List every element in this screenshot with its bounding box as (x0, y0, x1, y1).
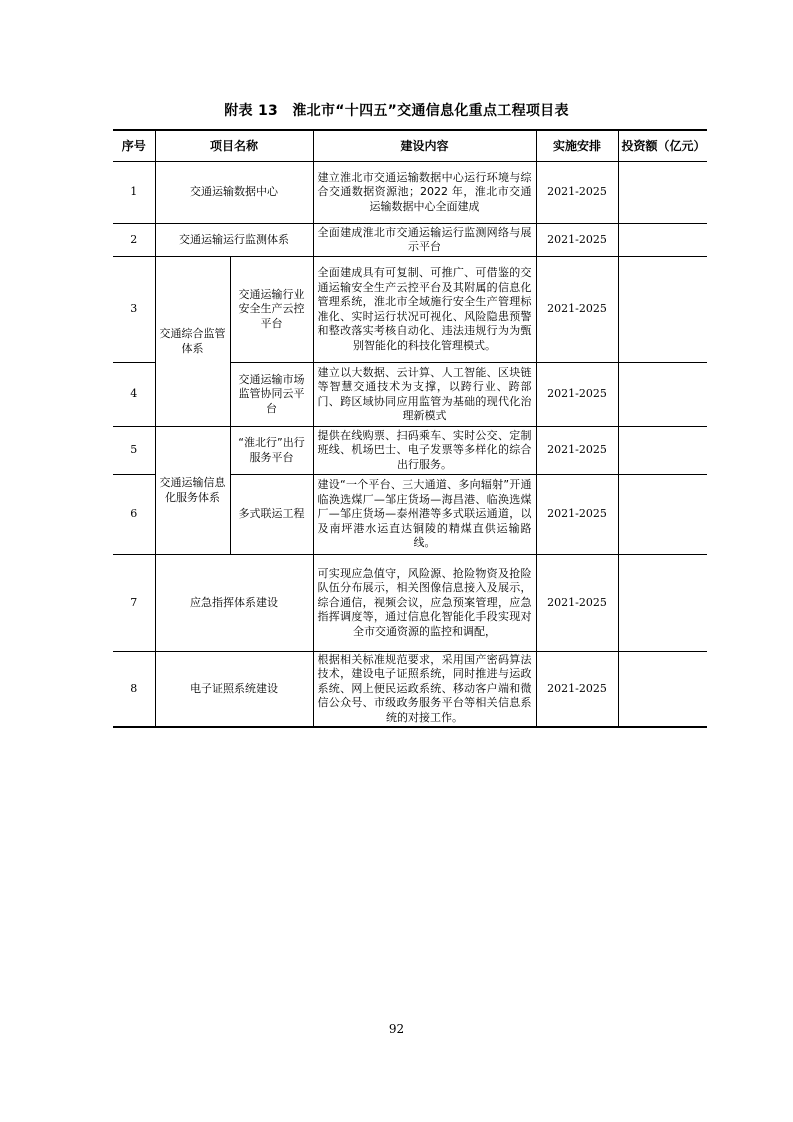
header-content: 建设内容 (313, 130, 536, 162)
project-table (113, 129, 707, 728)
row-content: 提供在线购票、扫码乘车、实时公交、定制班线、机场巴士、电子发票等多样化的综合出行服务。 (313, 427, 536, 475)
row-investment (618, 652, 707, 727)
page-number: 92 (388, 1022, 405, 1036)
row-seq: 3 (113, 257, 155, 363)
table-row (113, 257, 707, 363)
row-investment (618, 162, 707, 224)
row-name: 交通运输数据中心 (155, 162, 313, 224)
row-name: 交通运输行业安全生产云控平台 (230, 257, 313, 363)
row-name: 交通运输市场监管协同云平台 (230, 363, 313, 427)
row-seq: 6 (113, 475, 155, 555)
row-seq: 8 (113, 652, 155, 727)
row-schedule: 2021-2025 (536, 427, 618, 475)
row-group: 交通综合监管体系 (155, 257, 230, 427)
row-schedule: 2021-2025 (536, 555, 618, 652)
row-name: 电子证照系统建设 (155, 652, 313, 727)
table-row (113, 162, 707, 224)
row-investment (618, 363, 707, 427)
row-schedule: 2021-2025 (536, 475, 618, 555)
table-row (113, 652, 707, 727)
row-name: “淮北行”出行服务平台 (230, 427, 313, 475)
row-content: 建立淮北市交通运输数据中心运行环境与综合交通数据资源池；2022 年，淮北市交通运输数据中心全面建成 (313, 162, 536, 224)
row-seq: 5 (113, 427, 155, 475)
header-row (113, 130, 707, 162)
row-schedule: 2021-2025 (536, 257, 618, 363)
row-content: 建设“一个平台、三大通道、多向辐射”开通临涣选煤厂—邹庄货场—海昌港、临涣选煤厂—邹庄货场—泰州港等多式联运通道，以及南坪港水运直达铜陵的精煤直供运输路线。 (313, 475, 536, 555)
row-seq: 7 (113, 555, 155, 652)
row-name: 应急指挥体系建设 (155, 555, 313, 652)
table-row (113, 427, 707, 475)
row-seq: 1 (113, 162, 155, 224)
table-row (113, 555, 707, 652)
row-content: 全面建成具有可复制、可推广、可借鉴的交通运输安全生产云控平台及其附属的信息化管理系统，淮北市全域施行安全生产管理标准化、实时运行状况可视化、风险隐患预警和整改落实考核自动化、违法违规行为为甄别智能化的科技化管理模式。 (313, 257, 536, 363)
row-investment (618, 257, 707, 363)
row-investment (618, 427, 707, 475)
header-investment: 投资额（亿元） (618, 130, 707, 162)
row-schedule: 2021-2025 (536, 224, 618, 257)
header-name: 项目名称 (155, 130, 313, 162)
row-schedule: 2021-2025 (536, 363, 618, 427)
row-investment (618, 475, 707, 555)
row-content: 根据相关标准规范要求，采用国产密码算法技术，建设电子证照系统，同时推进与运政系统、网上便民运政系统、移动客户端和微信公众号、市级政务服务平台等相关信息系统的对接工作。 (313, 652, 536, 727)
row-content: 建立以大数据、云计算、人工智能、区块链等智慧交通技术为支撑，以跨行业、跨部门、跨区域协同应用监管为基础的现代化治理新模式 (313, 363, 536, 427)
row-content: 全面建成淮北市交通运输运行监测网络与展示平台 (313, 224, 536, 257)
table-row (113, 224, 707, 257)
row-seq: 4 (113, 363, 155, 427)
row-schedule: 2021-2025 (536, 652, 618, 727)
row-schedule: 2021-2025 (536, 162, 618, 224)
header-schedule: 实施安排 (536, 130, 618, 162)
row-content: 可实现应急值守，风险源、抢险物资及抢险队伍分布展示，相关图像信息接入及展示，综合通信，视频会议，应急预案管理，应急指挥调度等，通过信息化智能化手段实现对全市交通资源的监控和调配， (313, 555, 536, 652)
row-name: 交通运输运行监测体系 (155, 224, 313, 257)
row-investment (618, 555, 707, 652)
header-seq: 序号 (113, 130, 155, 162)
row-investment (618, 224, 707, 257)
row-seq: 2 (113, 224, 155, 257)
row-group: 交通运输信息化服务体系 (155, 427, 230, 555)
row-name: 多式联运工程 (230, 475, 313, 555)
table-title: 附表 13 淮北市“十四五”交通信息化重点工程项目表 (224, 103, 569, 119)
